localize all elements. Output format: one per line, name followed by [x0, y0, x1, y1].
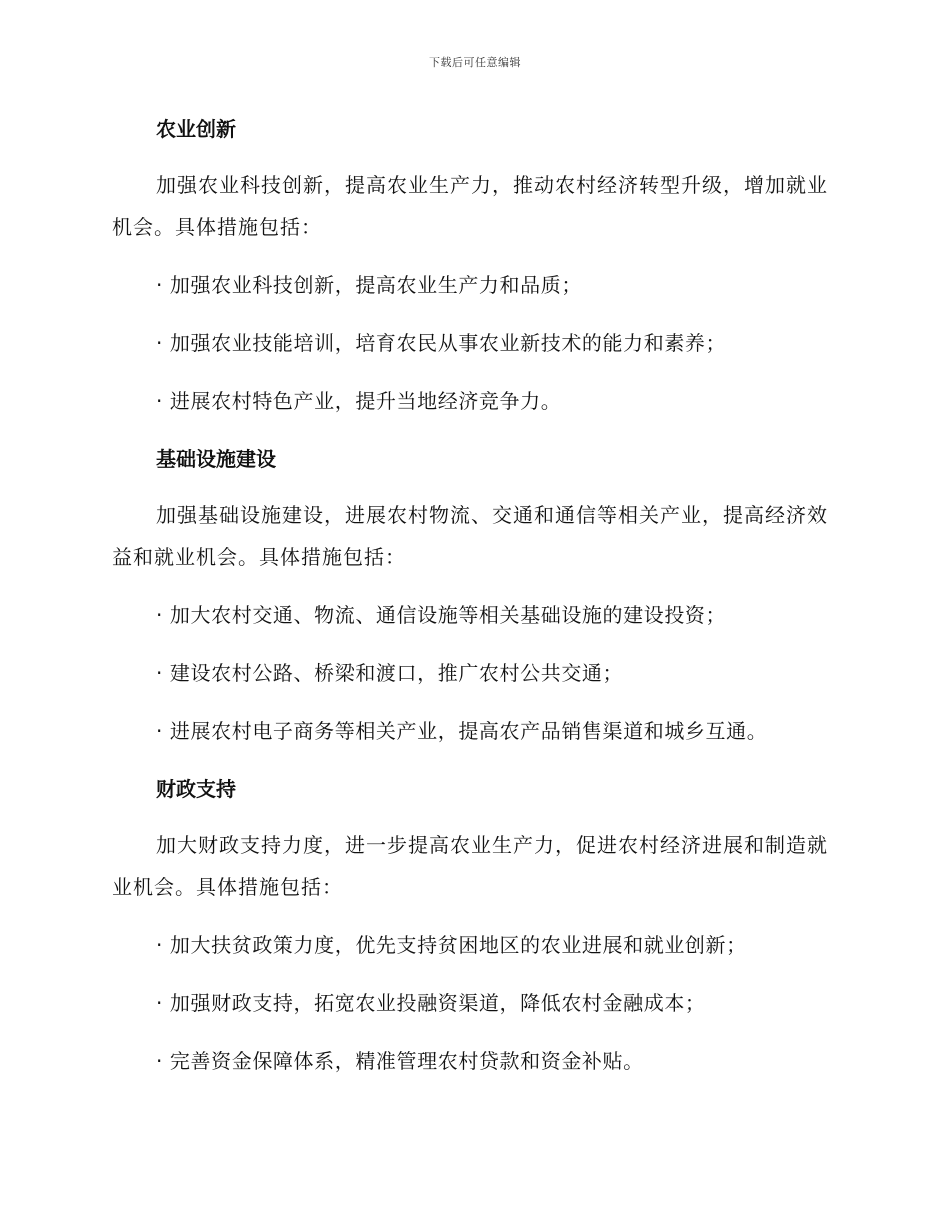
document-body [112, 112, 832, 1078]
page-header-note: 下载后可任意编辑 [429, 56, 521, 69]
bullet-item: · 加大农村交通、物流、通信设施等相关基础设施的建设投资； [156, 603, 727, 627]
bullet-item: · 建设农村公路、桥梁和渡口，推广农村公共交通； [156, 661, 624, 685]
bullet-item: · 加强财政支持，拓宽农业投融资渠道，降低农村金融成本； [156, 991, 706, 1015]
bullet-item: · 加强农业技能培训，培育农民从事农业新技术的能力和素养； [156, 331, 727, 355]
section-paragraph: 加强农业科技创新，提高农业生产力，推动农村经济转型升级，增加就业机会。具体措施包括： [112, 173, 828, 239]
section-heading: 基础设施建设 [156, 447, 276, 471]
bullet-item: · 进展农村特色产业，提升当地经济竞争力。 [156, 389, 562, 413]
section-paragraph: 加强基础设施建设，进展农村物流、交通和通信等相关产业，提高经济效益和就业机会。具体措施包括： [112, 503, 828, 569]
bullet-item: · 加强农业科技创新，提高农业生产力和品质； [156, 273, 582, 297]
bullet-item: · 完善资金保障体系，精准管理农村贷款和资金补贴。 [156, 1049, 644, 1073]
section-heading: 农业创新 [156, 117, 236, 141]
bullet-item: · 加大扶贫政策力度，优先支持贫困地区的农业进展和就业创新； [156, 933, 747, 957]
section-heading: 财政支持 [156, 777, 236, 801]
section-paragraph: 加大财政支持力度，进一步提高农业生产力，促进农村经济进展和制造就业机会。具体措施包括： [112, 833, 828, 899]
bullet-item: · 进展农村电子商务等相关产业，提高农产品销售渠道和城乡互通。 [156, 719, 768, 743]
